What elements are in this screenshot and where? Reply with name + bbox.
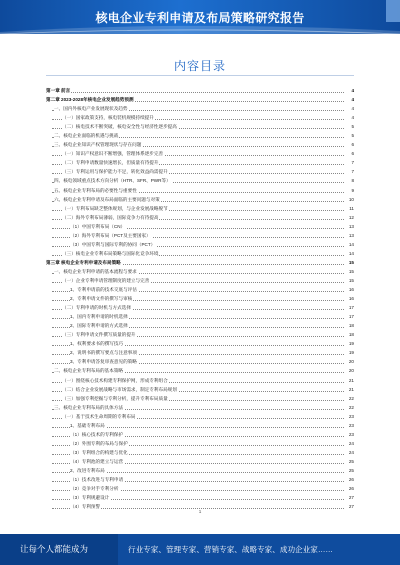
toc-entry-title: 1、基础专利布局 <box>70 422 105 428</box>
toc-entry[interactable] <box>46 294 354 303</box>
toc-entry[interactable] <box>46 149 354 158</box>
toc-entry[interactable] <box>46 95 354 104</box>
toc-entry-title: （2）海外专利布局（PCT及主要国家） <box>70 232 151 238</box>
toc-entry[interactable] <box>46 466 354 475</box>
toc-entry-page: 21 <box>348 376 354 385</box>
toc-entry[interactable] <box>46 421 354 430</box>
toc-entry-title: （三）专利运用与保护能力不足，转化效益尚需提升 <box>62 169 168 175</box>
toc-entry-page: 26 <box>348 484 354 493</box>
toc-entry-page: 24 <box>348 448 354 457</box>
toc-entry[interactable] <box>46 339 354 348</box>
toc-entry-page: 6 <box>350 140 354 149</box>
toc-entry-title: （4）专利预警 <box>70 504 101 510</box>
toc-entry-page: 21 <box>348 385 354 394</box>
toc-entry-title: （三）加强专利挖掘与专利分析，提升专利布局质量 <box>62 395 168 401</box>
toc-entry-page: 20 <box>348 357 354 366</box>
toc-entry[interactable] <box>46 176 354 185</box>
toc-entry-title: （三）专利申请文件撰写质量的提升 <box>62 332 136 338</box>
toc-entry-page: 7 <box>350 167 354 176</box>
toc-entry-title: （一）基于技术生命周期的专利布局 <box>62 413 136 419</box>
toc-entry-title: （1）核心技术的专利保护 <box>70 431 124 437</box>
toc-entry-title: （一）专利布局缺乏整体规划，与企业发展战略脱节 <box>62 205 168 211</box>
toc-entry-title: 第二章 2023-2028年核电企业发展趋势预测 <box>46 97 134 103</box>
toc-entry[interactable] <box>46 167 354 176</box>
toc-entry[interactable] <box>46 267 354 276</box>
toc-entry-title: 三、核电企业专利布局的具体方法 <box>54 404 123 410</box>
toc-entry[interactable] <box>46 258 354 267</box>
toc-entry[interactable] <box>46 348 354 357</box>
toc-entry-page: 20 <box>348 366 354 375</box>
toc-entry-title: 2、改进专利布局 <box>70 467 105 473</box>
footer-bar <box>0 534 400 565</box>
toc-entry-title: （一）国家政策支持，核电装机规模持续提升 <box>62 115 154 121</box>
footer-slogan-left: 让每个人都能成为 <box>20 544 89 554</box>
toc-entry-page: 13 <box>348 222 354 231</box>
page-number: 1 <box>198 509 202 514</box>
toc-entry[interactable] <box>46 312 354 321</box>
toc-entry[interactable] <box>46 86 354 95</box>
footer-slogan-right: 行业专家、管理专家、营销专家、战略专家、成功企业家…… <box>128 545 334 554</box>
toc-entry-title: 3、专利申请答复审查意见的策略 <box>70 359 137 365</box>
toc-entry-page: 5 <box>350 122 354 131</box>
toc-entry[interactable] <box>46 321 354 330</box>
toc-entry[interactable] <box>46 403 354 412</box>
toc-entry-title: （一）企业专利申请管理制度的建立与完善 <box>62 277 150 283</box>
toc-entry-page: 17 <box>348 312 354 321</box>
toc-entry-title: 一、国内外核电产业发展现状及趋势 <box>54 106 128 112</box>
toc-entry-page: 5 <box>350 131 354 140</box>
toc-entry[interactable] <box>46 357 354 366</box>
toc-entry[interactable] <box>46 448 354 457</box>
toc-entry-page: 9 <box>350 186 354 195</box>
toc-entry[interactable] <box>46 222 354 231</box>
toc-entry-page: 27 <box>348 493 354 502</box>
toc-heading-divider <box>46 75 354 76</box>
toc-entry[interactable] <box>46 457 354 466</box>
toc-entry-title: （三）核电企业专利布局策略与国际化竞争环境 <box>62 250 159 256</box>
toc-entry-title: 二、核电企业面临的机遇与挑战 <box>54 133 119 139</box>
toc-entry-page: 15 <box>348 276 354 285</box>
toc-entry-title: （4）专利池的建立与运营 <box>70 458 124 464</box>
toc-entry-title: 2、国际专利申请的方式选择 <box>70 323 128 329</box>
toc-entry-title: 2、专利申请文件的撰写与审核 <box>70 296 133 302</box>
toc-entry-page: 14 <box>348 249 354 258</box>
toc-entry-title: 六、核电企业专利申请及布局面临的主要问题与对策 <box>54 196 160 202</box>
toc-entry-page: 16 <box>348 285 354 294</box>
toc-entry[interactable] <box>46 430 354 439</box>
toc-entry-title: （二）海外专利布局薄弱，国际竞争力有待提高 <box>62 214 159 220</box>
toc-entry[interactable] <box>46 376 354 385</box>
toc-entry-title: （1）技术改进与专利申请 <box>70 477 124 483</box>
toc-heading: 内容目录 <box>173 59 226 73</box>
toc-entry[interactable] <box>46 122 354 131</box>
toc-entry-page: 4 <box>350 113 354 122</box>
toc-entry-title: （2）外围专利的布局与保护 <box>70 440 128 446</box>
toc-entry-page: 23 <box>348 412 354 421</box>
table-of-contents <box>46 86 354 511</box>
toc-entry[interactable] <box>46 140 354 149</box>
toc-entry-page: 27 <box>348 502 354 511</box>
toc-entry-page: 16 <box>348 294 354 303</box>
toc-entry-page: 4 <box>350 86 354 95</box>
toc-entry-title: 1、国内专利申请的时机选择 <box>70 314 128 320</box>
toc-entry[interactable] <box>46 113 354 122</box>
toc-entry[interactable] <box>46 285 354 294</box>
toc-entry[interactable] <box>46 439 354 448</box>
toc-entry-title: 二、核电企业专利布局的基本策略 <box>54 368 123 374</box>
toc-entry-page: 25 <box>348 457 354 466</box>
toc-entry-page: 10 <box>348 195 354 204</box>
toc-entry[interactable] <box>46 412 354 421</box>
toc-entry-title: （二）专利申请的时机与方式选择 <box>62 305 131 311</box>
toc-entry-page: 8 <box>350 176 354 185</box>
toc-entry-page: 26 <box>348 475 354 484</box>
toc-entry[interactable] <box>46 475 354 484</box>
toc-entry-page: 23 <box>348 421 354 430</box>
toc-entry-title: 2、说明书的撰写要点与注意事项 <box>70 350 137 356</box>
toc-entry-page: 13 <box>348 231 354 240</box>
toc-entry-page: 15 <box>348 258 354 267</box>
toc-entry-title: （二）核电技术不断突破，核电安全性与经济性逐步提高 <box>62 124 177 130</box>
toc-entry[interactable] <box>46 249 354 258</box>
toc-entry-page: 7 <box>350 158 354 167</box>
toc-entry-page: 23 <box>348 430 354 439</box>
toc-entry-title: 三、核电企业知识产权管理现状与存在问题 <box>54 142 142 148</box>
toc-entry-page: 24 <box>348 439 354 448</box>
toc-entry-page: 15 <box>348 267 354 276</box>
toc-entry-page: 19 <box>348 339 354 348</box>
toc-entry-title: 五、核电企业专利布局的必要性与重要性 <box>54 187 137 193</box>
toc-entry[interactable] <box>46 394 354 403</box>
toc-entry-page: 4 <box>350 104 354 113</box>
toc-entry[interactable] <box>46 303 354 312</box>
toc-entry[interactable] <box>46 213 354 222</box>
toc-entry-page: 19 <box>348 348 354 357</box>
toc-entry-title: （二）结合企业发展战略与市场需求，制定专利布局规划 <box>62 386 177 392</box>
toc-entry-title: （2）竞争对手专利分析 <box>70 486 119 492</box>
toc-entry[interactable] <box>46 104 354 113</box>
toc-entry[interactable] <box>46 131 354 140</box>
toc-entry-page: 11 <box>348 204 354 213</box>
toc-entry[interactable] <box>46 493 354 502</box>
toc-entry-title: 第一章 前言 <box>46 88 71 93</box>
toc-entry-title: （3）中国专利与国际专利的协同（PCT） <box>70 241 156 247</box>
toc-entry-title: 1、权利要求书的撰写技巧 <box>70 341 124 347</box>
toc-entry-title: （一）知识产权意识不断增强，管理体系逐步完善 <box>62 151 164 157</box>
toc-entry[interactable] <box>46 240 354 249</box>
toc-entry-page: 17 <box>348 303 354 312</box>
report-title: 核电企业专利申请及布局策略研究报告 <box>95 11 305 25</box>
toc-entry-page: 6 <box>350 149 354 158</box>
toc-entry-page: 12 <box>348 213 354 222</box>
toc-entry-title: 1、专利申请前的技术交底与评估 <box>70 287 137 293</box>
toc-entry[interactable] <box>46 385 354 394</box>
toc-entry-title: （3）专利规避设计 <box>70 495 110 501</box>
toc-entry-title: 第三章 核电企业专利申请及布局策略 <box>46 259 121 265</box>
toc-entry-page: 14 <box>348 240 354 249</box>
toc-entry-title: （3）专利组合的构建与优化 <box>70 449 128 455</box>
toc-entry[interactable] <box>46 204 354 213</box>
toc-entry[interactable] <box>46 276 354 285</box>
toc-entry-page: 18 <box>348 321 354 330</box>
header-bar <box>0 0 400 34</box>
toc-entry-page: 4 <box>350 95 354 104</box>
toc-entry[interactable] <box>46 158 354 167</box>
toc-entry-title: 一、核电企业专利申请的基本流程与要求 <box>54 268 137 274</box>
toc-entry-page: 22 <box>348 403 354 412</box>
toc-entry-title: （一）围绕核心技术构建专利保护网，形成专利组合 <box>62 377 168 383</box>
toc-entry-title: 四、核电领域重点技术方向分析（HTR、SFR、PWR等） <box>54 178 171 184</box>
toc-entry-title: （二）专利申请数量快速增长，但质量有待提升 <box>62 160 159 166</box>
toc-entry[interactable] <box>46 484 354 493</box>
toc-entry[interactable] <box>46 330 354 339</box>
toc-leader-dots <box>46 92 344 93</box>
toc-entry[interactable] <box>46 231 354 240</box>
toc-entry-page: 22 <box>348 394 354 403</box>
toc-entry-page: 25 <box>348 466 354 475</box>
toc-entry[interactable] <box>46 366 354 375</box>
toc-entry[interactable] <box>46 195 354 204</box>
toc-entry-title: （1）中国专利布局（CN） <box>70 223 126 229</box>
toc-entry-page: 18 <box>348 330 354 339</box>
toc-entry[interactable] <box>46 186 354 195</box>
